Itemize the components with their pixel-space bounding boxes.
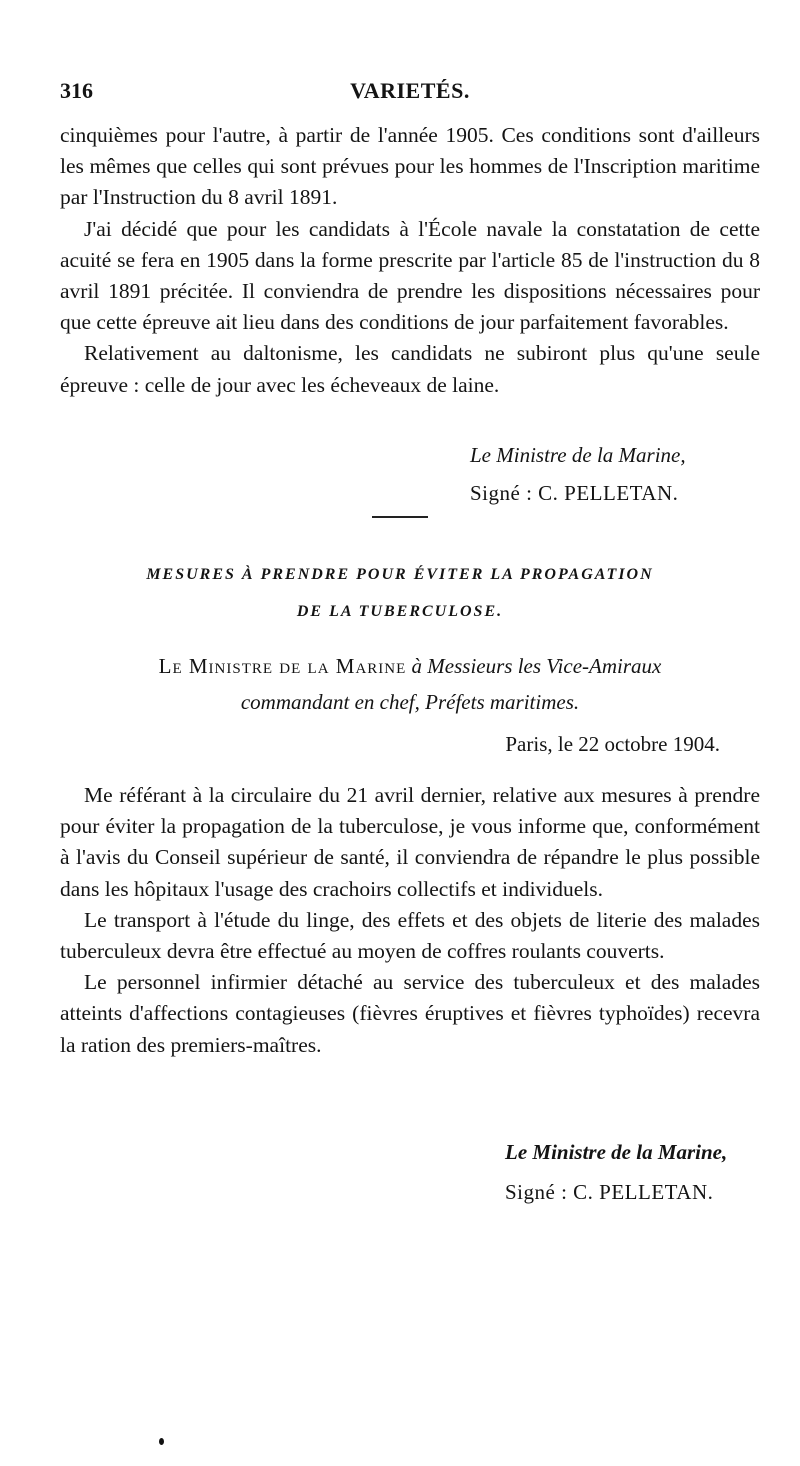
- paragraph: Le personnel infirmier détaché au service des tuberculeux et des malades atteints d'affections contagieuses (fièvres éruptives et fièvres typhoïdes) recevra la ration des premiers-maîtres.: [60, 970, 760, 1057]
- dateline: Paris, le 22 octobre 1904.: [505, 732, 720, 756]
- addressee-sender: Le Ministre de la Marine: [158, 654, 407, 678]
- section-title-continued: DE LA TUBERCULOSE.: [296, 603, 504, 620]
- paragraph: J'ai décidé que pour les candidats à l'École navale la constatation de cette acuité se fera en 1905 dans la forme prescrite par l'article 85 de l'instruction du 8 avril 1891 précitée. Il conviendra de prendre les dispositions nécessaires pour que cette épreuve ait lieu dans des conditions de jour parfaitement favorables.: [60, 216, 760, 335]
- signature-block: [470, 440, 686, 508]
- signature-role: Le Ministre de la Marine,: [505, 1140, 728, 1164]
- paragraph: Le transport à l'étude du linge, des effets et des objets de literie des malades tuberculeux devra être effectué au moyen de coffres roulants couverts.: [60, 907, 760, 964]
- paragraph: Me référant à la circulaire du 21 avril dernier, relative aux mesures à prendre pour éviter la propagation de la tuberculose, je vous informe que, conformément à l'avis du Conseil supérieur de santé, il conviendra de répandre le plus possible dans les hôpitaux l'usage des crachoirs collectifs et individuels.: [60, 783, 760, 901]
- ink-mark: [159, 1438, 164, 1445]
- letter-1-body: [60, 120, 760, 401]
- signature-name: Signé : C. PELLETAN.: [470, 481, 679, 505]
- addressee-recipient: à Messieurs les Vice-Amiraux: [411, 654, 662, 678]
- letter-2-body: [60, 780, 760, 1061]
- section-divider: [372, 516, 428, 518]
- paragraph: Relativement au daltonisme, les candidats ne subiront plus qu'une seule épreuve : celle de jour avec les écheveaux de laine.: [60, 341, 760, 397]
- addressee: [60, 648, 760, 720]
- page-header: [60, 78, 760, 112]
- paragraph: cinquièmes pour l'autre, à partir de l'année 1905. Ces conditions sont d'ailleurs les mêmes que celles qui sont prévues pour les hommes de l'Inscription maritime par l'Instruction du 8 avril 1891.: [60, 123, 760, 210]
- addressee-recipient-continued: commandant en chef, Préfets maritimes.: [240, 690, 580, 714]
- running-head: VARIETÉS.: [350, 78, 470, 103]
- signature-block: [505, 1136, 727, 1208]
- page-number: 316: [60, 78, 93, 103]
- signature-role: Le Ministre de la Marine,: [470, 443, 686, 467]
- section-title: MESURES À PRENDRE POUR ÉVITER LA PROPAGATION: [146, 566, 654, 583]
- signature-name: Signé : C. PELLETAN.: [505, 1180, 714, 1204]
